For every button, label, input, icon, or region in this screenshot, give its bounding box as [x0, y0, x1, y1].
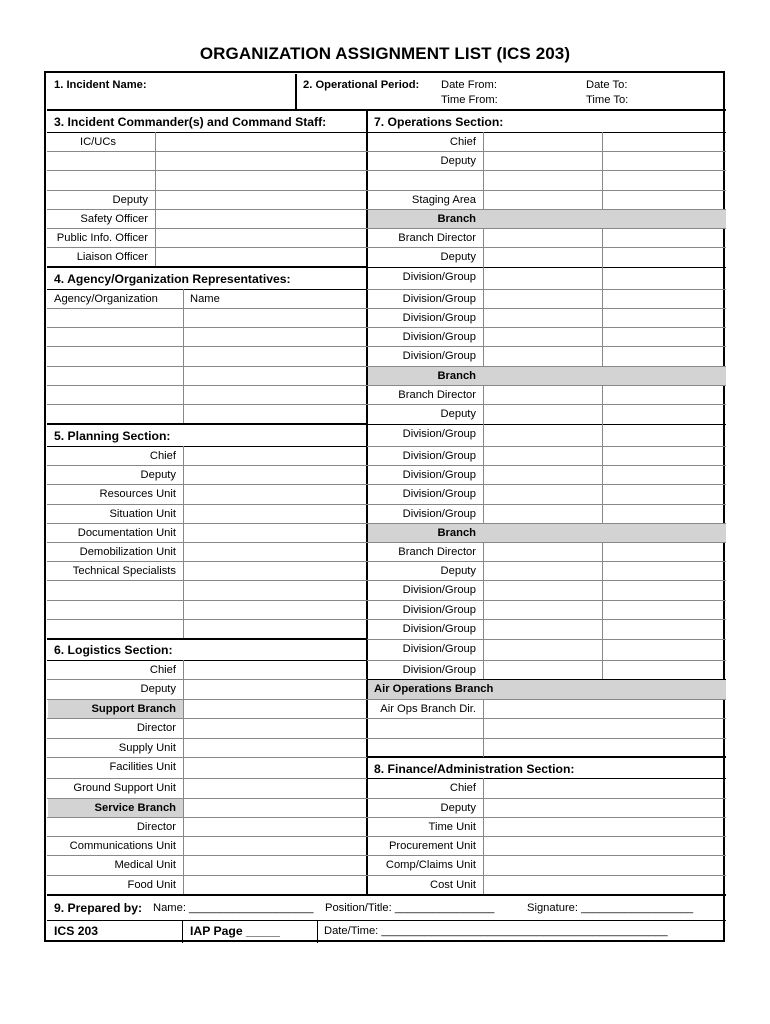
representative-name-field[interactable]: [184, 309, 366, 326]
logistics-name-field[interactable]: [184, 661, 366, 678]
planning-row-label: Demobilization Unit: [79, 546, 176, 558]
planning-row-label: Situation Unit: [109, 508, 176, 520]
planning-name-field[interactable]: [184, 601, 366, 618]
planning-name-field[interactable]: [184, 562, 366, 579]
branch-label: Branch: [437, 527, 476, 539]
logistics-row-label: Ground Support Unit: [73, 782, 176, 794]
finance-name-field[interactable]: [484, 779, 725, 797]
operations-row-label: Division/Group: [402, 643, 476, 655]
planning-section-heading: 5. Planning Section:: [54, 429, 171, 443]
operations-row-label: Division/Group: [402, 312, 476, 324]
finance-row-label: Time Unit: [428, 821, 476, 833]
planning-name-field[interactable]: [184, 466, 366, 483]
logistics-section-heading: 6. Logistics Section:: [54, 643, 173, 657]
command-name-field[interactable]: [156, 191, 366, 208]
finance-name-field[interactable]: [484, 818, 725, 835]
logistics-name-field[interactable]: [184, 876, 366, 893]
agency-representatives-heading: 4. Agency/Organization Representatives:: [54, 272, 291, 286]
planning-row-label: Resources Unit: [99, 488, 176, 500]
operations-row-label: Branch Director: [398, 546, 476, 558]
section-rule: [367, 756, 726, 758]
command-name-field[interactable]: [156, 229, 366, 246]
form-id-label: ICS 203: [54, 924, 99, 938]
operations-name-field[interactable]: [484, 640, 725, 659]
section-rule: [47, 423, 367, 425]
operations-name-field[interactable]: [484, 505, 725, 522]
operations-name-field[interactable]: [484, 661, 725, 678]
operations-row-label: Division/Group: [402, 450, 476, 462]
operations-row-label: Division/Group: [402, 623, 476, 635]
rule-line: [47, 920, 726, 921]
command-row-label: Safety Officer: [80, 213, 148, 225]
branch-label: Service Branch: [94, 802, 176, 814]
logistics-name-field[interactable]: [184, 680, 366, 698]
operations-name-field[interactable]: [484, 152, 725, 169]
operations-section-heading: 7. Operations Section:: [374, 115, 504, 129]
finance-name-field[interactable]: [484, 837, 725, 854]
command-staff-heading: 3. Incident Commander(s) and Command Staff:: [54, 115, 327, 129]
operations-name-field[interactable]: [484, 133, 725, 150]
operations-name-field[interactable]: [484, 562, 725, 579]
operations-name-field[interactable]: [484, 543, 725, 560]
operations-row-label: Division/Group: [402, 508, 476, 520]
incident-name-field[interactable]: [193, 76, 294, 108]
operations-row-label: Deputy: [440, 155, 476, 167]
operations-name-field[interactable]: [484, 347, 725, 365]
command-name-field[interactable]: [156, 210, 366, 227]
signature-field: Signature: __________________: [527, 902, 694, 914]
prepared-name-field: Name: ____________________: [153, 902, 314, 914]
logistics-name-field[interactable]: [184, 758, 366, 777]
section-rule: [47, 894, 726, 896]
finance-row-label: Chief: [449, 782, 476, 794]
finance-name-field[interactable]: [484, 799, 725, 816]
ics-203-form: [44, 71, 725, 942]
command-name-field[interactable]: [156, 152, 366, 169]
operations-name-field[interactable]: [484, 425, 725, 445]
rule-line: [483, 738, 484, 757]
planning-name-field[interactable]: [184, 543, 366, 560]
command-row-label: Liaison Officer: [76, 251, 148, 263]
rule-line: [182, 920, 183, 943]
agency-field[interactable]: [48, 309, 182, 326]
operations-name-field[interactable]: [484, 171, 725, 189]
logistics-row-label: Director: [136, 821, 176, 833]
operations-name-field[interactable]: [484, 328, 725, 345]
planning-name-field[interactable]: [184, 524, 366, 541]
operations-row-label: Division/Group: [402, 331, 476, 343]
representative-name-field[interactable]: [184, 347, 366, 365]
position-title-field: Position/Title: ________________: [325, 902, 495, 914]
operations-name-field[interactable]: [484, 466, 725, 483]
air-operations-branch-label: Air Operations Branch: [374, 683, 494, 695]
operations-name-field[interactable]: [484, 229, 725, 246]
representative-name-field[interactable]: [184, 386, 366, 403]
logistics-row-label: Medical Unit: [114, 859, 176, 871]
rule-line: [483, 718, 484, 738]
logistics-row-label: Deputy: [140, 683, 176, 695]
finance-section-heading: 8. Finance/Administration Section:: [374, 762, 575, 776]
operations-name-field[interactable]: [484, 447, 725, 464]
finance-row-label: Deputy: [440, 802, 476, 814]
command-row-label: Deputy: [112, 194, 148, 206]
operations-row-label: Chief: [449, 136, 476, 148]
operations-row-label: Division/Group: [402, 664, 476, 676]
agency-field[interactable]: [48, 405, 182, 423]
logistics-name-field[interactable]: [184, 818, 366, 835]
representative-name-field[interactable]: [184, 405, 366, 423]
planning-name-field[interactable]: [184, 447, 366, 464]
form-title: ORGANIZATION ASSIGNMENT LIST (ICS 203): [199, 44, 571, 63]
operations-name-field[interactable]: [484, 620, 725, 638]
logistics-name-field[interactable]: [184, 739, 366, 756]
operations-name-field[interactable]: [484, 700, 725, 717]
operations-row-label: Division/Group: [402, 469, 476, 481]
operations-name-field[interactable]: [484, 191, 725, 208]
logistics-name-field[interactable]: [184, 856, 366, 874]
logistics-name-field[interactable]: [184, 779, 366, 797]
planning-name-field[interactable]: [184, 485, 366, 503]
operations-name-field[interactable]: [484, 290, 725, 307]
command-row-label: IC/UCs: [79, 136, 117, 148]
operations-name-field[interactable]: [484, 485, 725, 503]
representative-name-field[interactable]: [184, 367, 366, 384]
logistics-row-label: Director: [136, 722, 176, 734]
command-name-field[interactable]: [156, 248, 366, 266]
prepared-by-label: 9. Prepared by:: [54, 901, 143, 915]
logistics-row-label: Supply Unit: [118, 742, 176, 754]
operations-name-field[interactable]: [484, 405, 725, 423]
agency-column-header: Agency/Organization: [54, 293, 158, 305]
logistics-name-field[interactable]: [184, 799, 366, 816]
time-from-label: Time From:: [441, 94, 498, 106]
operations-row-label: Branch Director: [398, 232, 476, 244]
date-time-field: Date/Time: ______________________________________________: [324, 925, 668, 937]
operations-row-label: Staging Area: [411, 194, 476, 206]
planning-row-label: Technical Specialists: [72, 565, 176, 577]
time-to-label: Time To:: [586, 94, 629, 106]
operations-name-field[interactable]: [484, 248, 725, 266]
branch-label: Branch: [437, 370, 476, 382]
rule-line: [47, 289, 367, 290]
planning-name-field[interactable]: [184, 581, 366, 599]
section-rule: [47, 638, 367, 640]
logistics-name-field[interactable]: [184, 837, 366, 854]
operations-name-field[interactable]: [484, 309, 725, 326]
operational-period-label: 2. Operational Period:: [303, 79, 420, 91]
agency-field[interactable]: [48, 328, 182, 345]
logistics-row-label: Food Unit: [127, 879, 176, 891]
operations-row-label: Deputy: [440, 565, 476, 577]
logistics-name-field[interactable]: [184, 719, 366, 737]
agency-field[interactable]: [48, 367, 182, 384]
date-to-label: Date To:: [586, 79, 628, 91]
logistics-name-field[interactable]: [184, 700, 366, 717]
finance-name-field[interactable]: [484, 876, 725, 893]
name-column-header: Name: [190, 293, 220, 305]
logistics-row-label: Chief: [149, 664, 176, 676]
logistics-row-label: Communications Unit: [69, 840, 176, 852]
operations-name-field[interactable]: [484, 601, 725, 618]
planning-row-label: Deputy: [140, 469, 176, 481]
finance-row-label: Comp/Claims Unit: [385, 859, 476, 871]
operations-row-label: Branch Director: [398, 389, 476, 401]
rule-line: [367, 738, 726, 739]
planning-row-label: Chief: [149, 450, 176, 462]
operations-name-field[interactable]: [484, 581, 725, 599]
rule-line: [367, 718, 726, 719]
planning-row-label: Documentation Unit: [77, 527, 176, 539]
finance-row-label: Procurement Unit: [388, 840, 476, 852]
operations-row-label: Deputy: [440, 251, 476, 263]
command-name-field[interactable]: [156, 133, 366, 150]
representative-name-field[interactable]: [184, 328, 366, 345]
agency-field[interactable]: [48, 347, 182, 365]
operations-row-label: Division/Group: [402, 584, 476, 596]
command-row-label: Public Info. Officer: [56, 232, 148, 244]
agency-field[interactable]: [48, 386, 182, 403]
section-rule: [47, 266, 367, 268]
date-from-label: Date From:: [441, 79, 497, 91]
finance-name-field[interactable]: [484, 856, 725, 874]
operations-row-label: Division/Group: [402, 293, 476, 305]
incident-name-label: 1. Incident Name:: [54, 79, 147, 91]
operations-name-field[interactable]: [484, 386, 725, 403]
command-name-field[interactable]: [156, 171, 366, 189]
operations-row-label: Division/Group: [402, 271, 476, 283]
operations-row-label: Division/Group: [402, 604, 476, 616]
operations-name-field[interactable]: [484, 268, 725, 288]
branch-label: Support Branch: [91, 703, 176, 715]
logistics-row-label: Facilities Unit: [109, 761, 176, 773]
operations-row-label: Division/Group: [402, 488, 476, 500]
iap-page-field: IAP Page _____: [190, 924, 280, 938]
branch-label: Branch: [437, 213, 476, 225]
planning-name-field[interactable]: [184, 620, 366, 638]
operations-row-label: Air Ops Branch Dir.: [380, 703, 476, 715]
operations-row-label: Division/Group: [402, 428, 476, 440]
section-rule: [295, 74, 297, 110]
operations-row-label: Deputy: [440, 408, 476, 420]
rule-line: [317, 920, 318, 943]
finance-row-label: Cost Unit: [429, 879, 476, 891]
operations-row-label: Division/Group: [402, 350, 476, 362]
section-rule: [47, 109, 726, 111]
planning-name-field[interactable]: [184, 505, 366, 522]
